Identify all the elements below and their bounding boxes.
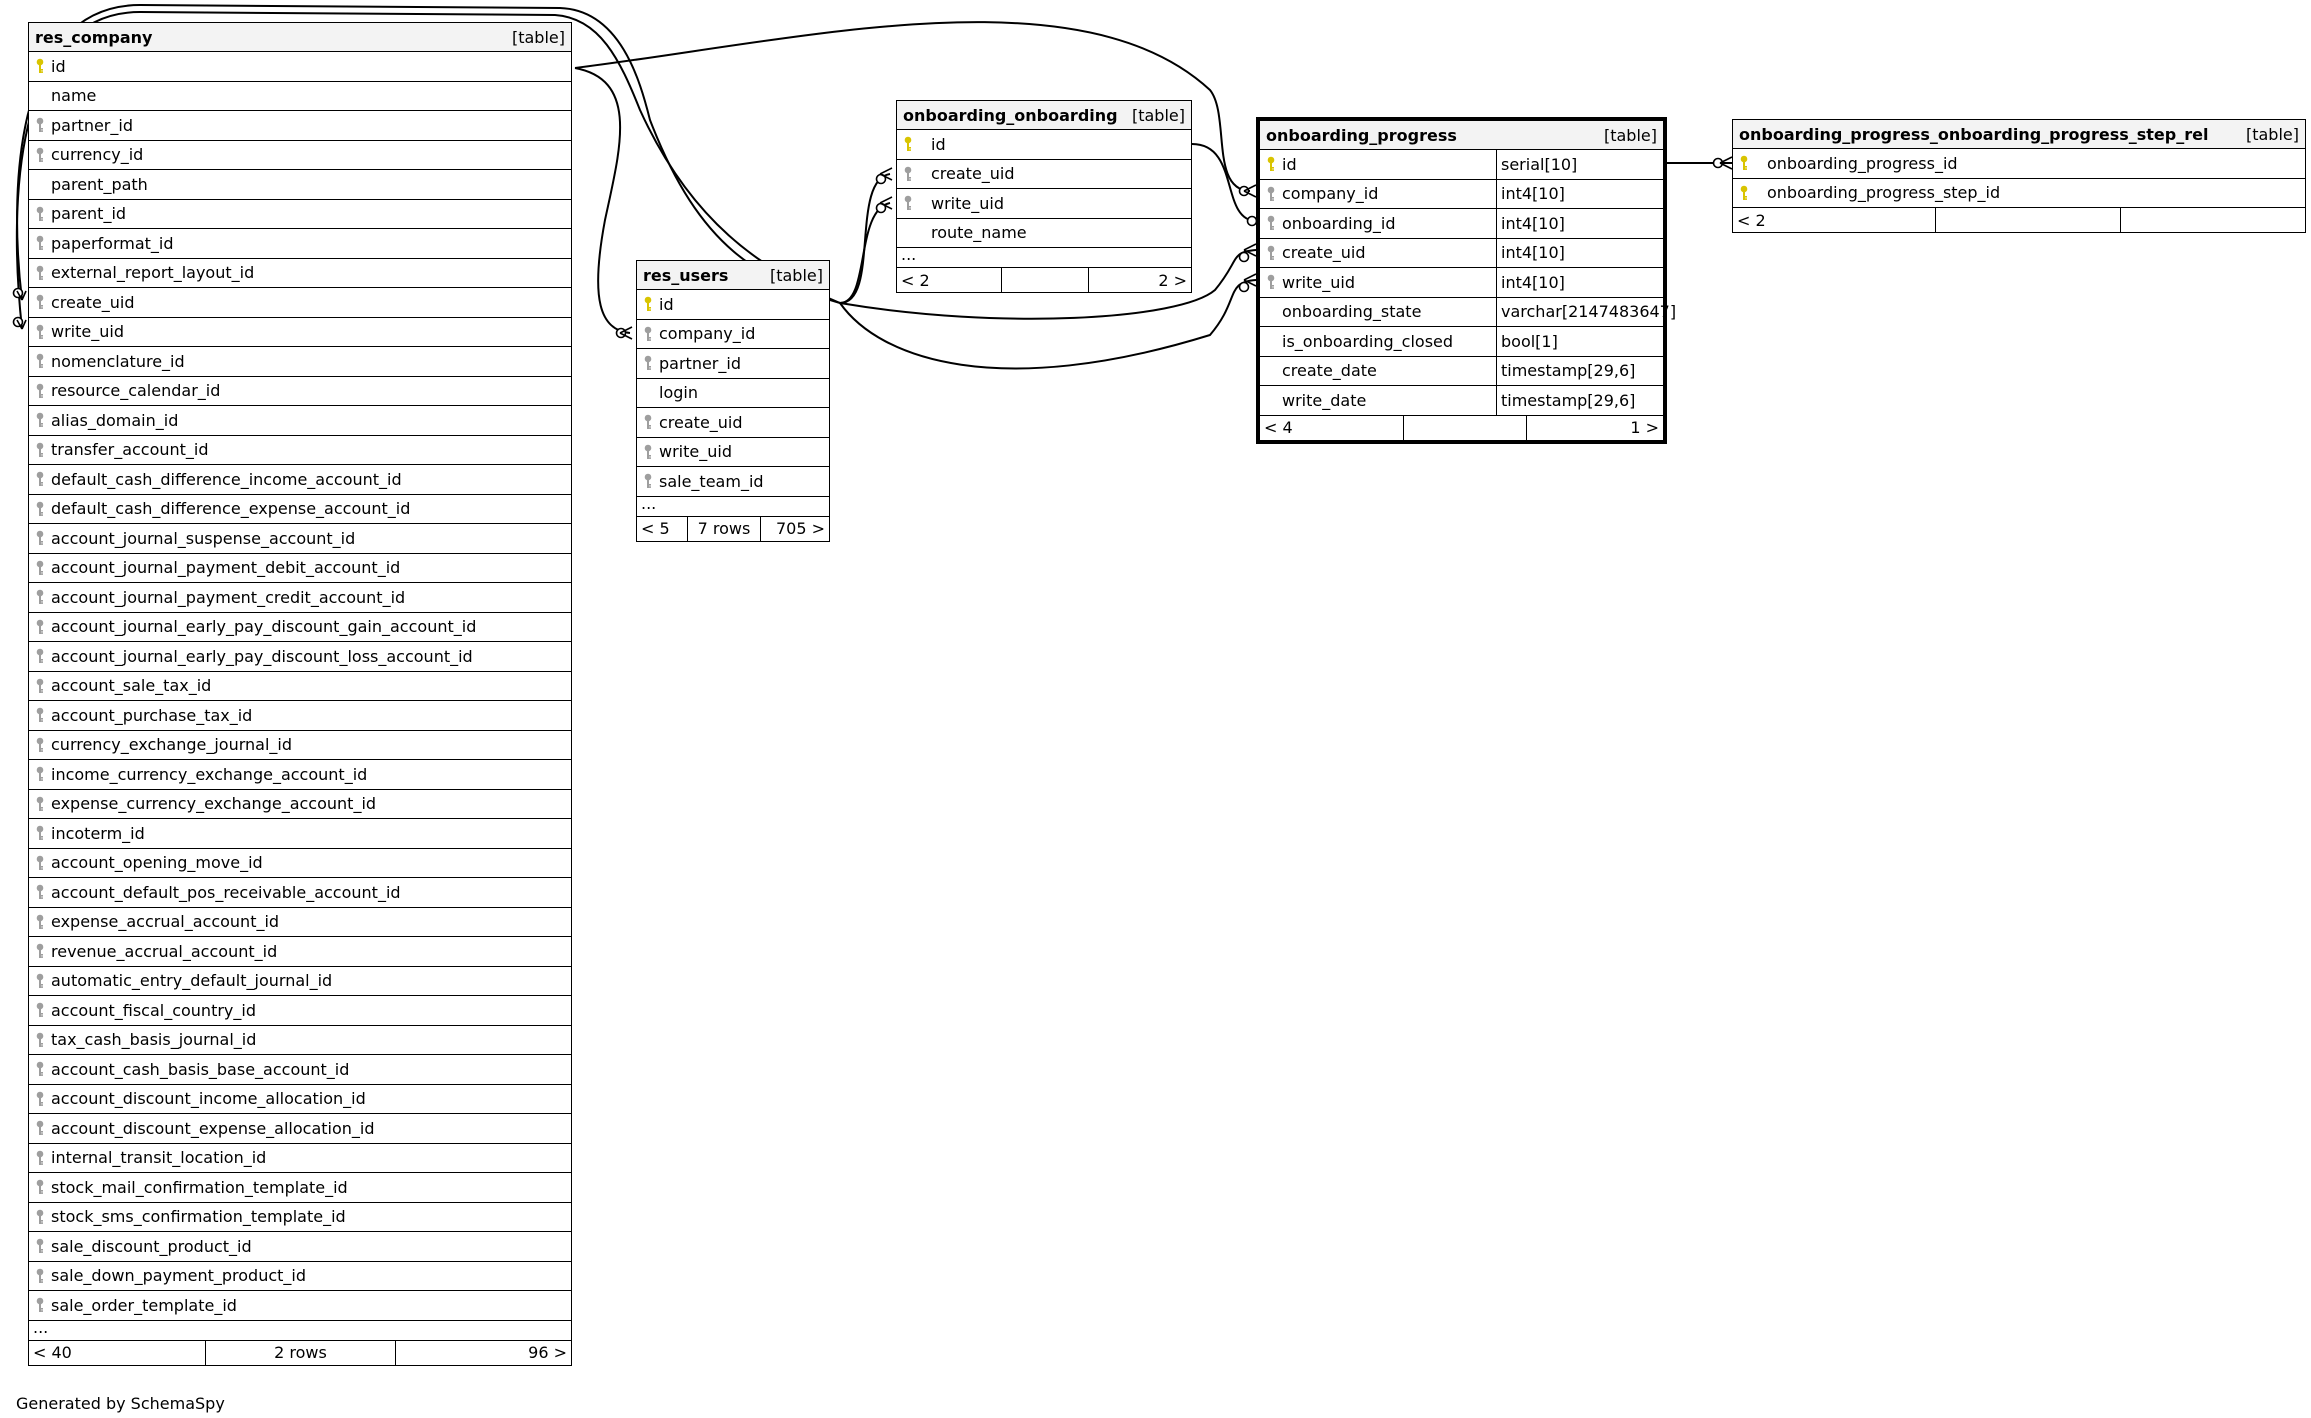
column-name: write_uid (51, 322, 124, 342)
foreign-key-icon (29, 235, 51, 251)
column-name: account_default_pos_receivable_account_id (51, 882, 401, 902)
column-name: write_uid (1282, 272, 1355, 292)
column-name: revenue_accrual_account_id (51, 941, 278, 961)
column-row[interactable] (29, 1085, 571, 1115)
table-kind: [table] (769, 265, 823, 285)
more-columns: ... (637, 497, 829, 517)
parents-count[interactable]: < 4 (1264, 418, 1293, 437)
row-count (1403, 416, 1526, 440)
column-name: create_uid (51, 292, 135, 312)
primary-key-icon (897, 136, 919, 152)
foreign-key-icon (29, 1061, 51, 1077)
column-row[interactable] (29, 200, 571, 230)
table-kind: [table] (511, 27, 565, 47)
foreign-key-icon (29, 530, 51, 546)
column-list (29, 52, 571, 1321)
column-row[interactable] (29, 701, 571, 731)
foreign-key-icon (29, 943, 51, 959)
table-header (29, 23, 571, 52)
column-name: stock_sms_confirmation_template_id (51, 1207, 346, 1227)
table-res-users[interactable] (636, 260, 830, 542)
column-name: account_journal_payment_debit_account_id (51, 558, 401, 578)
column-row[interactable] (1260, 357, 1663, 387)
foreign-key-icon (29, 294, 51, 310)
foreign-key-icon (29, 324, 51, 340)
column-row[interactable] (29, 259, 571, 289)
column-name: create_uid (931, 164, 1015, 184)
foreign-key-icon (29, 1179, 51, 1195)
foreign-key-icon (29, 737, 51, 753)
column-name: automatic_entry_default_journal_id (51, 971, 333, 991)
foreign-key-icon (29, 648, 51, 664)
column-row[interactable] (1260, 386, 1663, 416)
foreign-key-icon (29, 442, 51, 458)
column-name: account_discount_expense_allocation_id (51, 1118, 375, 1138)
foreign-key-icon (29, 589, 51, 605)
foreign-key-icon (29, 353, 51, 369)
column-row[interactable] (29, 1114, 571, 1144)
column-row[interactable] (29, 288, 571, 318)
column-name: default_cash_difference_expense_account_id (51, 499, 411, 519)
foreign-key-icon (29, 1091, 51, 1107)
column-row[interactable] (29, 141, 571, 171)
foreign-key-icon (637, 444, 659, 460)
foreign-key-icon (29, 383, 51, 399)
column-row[interactable] (29, 111, 571, 141)
column-row[interactable] (897, 130, 1191, 160)
column-row[interactable] (29, 170, 571, 200)
foreign-key-icon (29, 796, 51, 812)
table-footer (897, 268, 1191, 292)
column-name: create_uid (659, 412, 743, 432)
column-name: sale_order_template_id (51, 1295, 237, 1315)
column-row[interactable] (29, 82, 571, 112)
column-name: id (659, 294, 674, 314)
foreign-key-icon (29, 501, 51, 517)
row-count: 7 rows (687, 517, 760, 541)
column-row[interactable] (637, 349, 829, 379)
foreign-key-icon (637, 355, 659, 371)
column-row[interactable] (29, 436, 571, 466)
primary-key-icon (1733, 155, 1755, 171)
foreign-key-icon (29, 1120, 51, 1136)
generated-by-label: Generated by SchemaSpy (16, 1394, 225, 1413)
primary-key-icon (29, 58, 51, 74)
foreign-key-icon (29, 678, 51, 694)
column-name: name (51, 86, 97, 106)
column-name: create_uid (1282, 243, 1366, 263)
column-name: nomenclature_id (51, 351, 185, 371)
column-name: currency_id (51, 145, 144, 165)
foreign-key-icon (897, 166, 919, 182)
parents-count[interactable]: < 2 (901, 270, 930, 290)
table-header (1260, 121, 1663, 150)
column-row[interactable] (637, 438, 829, 468)
parents-count[interactable]: < 2 (1737, 210, 1766, 230)
column-name: is_onboarding_closed (1282, 331, 1454, 351)
column-name: sale_discount_product_id (51, 1236, 252, 1256)
column-name: account_opening_move_id (51, 853, 263, 873)
column-name: account_journal_payment_credit_account_id (51, 587, 406, 607)
table-onboarding-onboarding[interactable] (896, 100, 1192, 293)
children-count[interactable]: 1 > (1526, 416, 1663, 440)
column-row[interactable] (29, 908, 571, 938)
column-row[interactable] (637, 408, 829, 438)
column-name: login (659, 383, 698, 403)
foreign-key-icon (29, 1297, 51, 1313)
edge-progress-write-uid (840, 280, 1256, 368)
column-name: account_cash_basis_base_account_id (51, 1059, 350, 1079)
column-row[interactable] (29, 347, 571, 377)
foreign-key-icon (29, 855, 51, 871)
column-row[interactable] (1260, 298, 1677, 328)
column-row[interactable] (29, 996, 571, 1026)
column-row[interactable] (29, 465, 571, 495)
foreign-key-icon (29, 147, 51, 163)
column-name: write_uid (659, 442, 732, 462)
column-name: account_journal_suspense_account_id (51, 528, 356, 548)
foreign-key-icon (29, 1150, 51, 1166)
foreign-key-icon (897, 195, 919, 211)
column-row[interactable] (29, 1026, 571, 1056)
column-name: default_cash_difference_income_account_id (51, 469, 402, 489)
column-row[interactable] (29, 554, 571, 584)
row-count (1935, 208, 2120, 232)
column-row[interactable] (637, 467, 829, 497)
column-row[interactable] (29, 229, 571, 259)
column-row[interactable] (1260, 239, 1663, 269)
column-row[interactable] (29, 1203, 571, 1233)
foreign-key-icon (637, 473, 659, 489)
column-name: account_purchase_tax_id (51, 705, 253, 725)
column-type: serial[10] (1496, 150, 1663, 179)
column-row[interactable] (29, 878, 571, 908)
table-kind: [table] (2245, 124, 2299, 144)
column-row[interactable] (1733, 149, 2305, 179)
table-header (1733, 120, 2305, 149)
edge-onb-create-uid (840, 174, 890, 303)
children-count[interactable]: 2 > (1088, 268, 1191, 292)
edge-marker (1240, 253, 1249, 262)
column-type: int4[10] (1496, 239, 1663, 268)
column-row[interactable] (29, 1262, 571, 1292)
column-row[interactable] (29, 1291, 571, 1321)
foreign-key-icon (29, 914, 51, 930)
column-type: bool[1] (1496, 327, 1663, 356)
column-row[interactable] (29, 495, 571, 525)
table-res-company[interactable] (28, 22, 572, 1366)
column-row[interactable] (1260, 180, 1663, 210)
column-row[interactable] (29, 731, 571, 761)
foreign-key-icon (29, 1238, 51, 1254)
children-count[interactable]: 705 > (760, 517, 829, 541)
column-list (637, 290, 829, 497)
column-name: internal_transit_location_id (51, 1148, 267, 1168)
column-type: timestamp[29,6] (1496, 357, 1663, 386)
column-name: expense_currency_exchange_account_id (51, 794, 377, 814)
column-row[interactable] (1260, 209, 1663, 239)
column-row[interactable] (1733, 179, 2305, 209)
column-row[interactable] (29, 377, 571, 407)
column-row[interactable] (1260, 268, 1663, 298)
table-header (897, 101, 1191, 130)
column-row[interactable] (29, 406, 571, 436)
column-name: sale_team_id (659, 471, 764, 491)
foreign-key-icon (29, 1032, 51, 1048)
column-name: account_fiscal_country_id (51, 1000, 256, 1020)
column-row[interactable] (29, 583, 571, 613)
foreign-key-icon (29, 560, 51, 576)
children-count[interactable]: 96 > (395, 1341, 571, 1365)
column-row[interactable] (897, 219, 1191, 249)
foreign-key-icon (29, 265, 51, 281)
column-name: parent_id (51, 204, 127, 224)
table-kind: [table] (1603, 125, 1657, 145)
parents-count[interactable]: < 5 (641, 519, 670, 538)
edge-users-company-id (575, 68, 630, 333)
column-name: resource_calendar_id (51, 381, 221, 401)
column-name: onboarding_progress_step_id (1767, 183, 2001, 203)
parents-count[interactable]: < 40 (33, 1343, 72, 1362)
column-name: write_uid (931, 193, 1004, 213)
table-kind: [table] (1131, 105, 1185, 125)
table-name: onboarding_progress_onboarding_progress_step_rel (1739, 124, 2209, 144)
column-row[interactable] (29, 1055, 571, 1085)
column-row[interactable] (637, 379, 829, 409)
table-name: onboarding_progress (1266, 125, 1457, 145)
column-type: varchar[2147483647] (1496, 298, 1676, 327)
table-header (637, 261, 829, 290)
column-list (1260, 150, 1677, 416)
column-name: create_date (1282, 361, 1377, 381)
column-row[interactable] (637, 290, 829, 320)
children-count[interactable] (2120, 208, 2305, 232)
column-row[interactable] (29, 1173, 571, 1203)
column-name: onboarding_state (1282, 302, 1422, 322)
table-footer (1260, 416, 1663, 440)
column-name: partner_id (659, 353, 741, 373)
column-row[interactable] (29, 1232, 571, 1262)
column-name: id (51, 56, 66, 76)
foreign-key-icon (1260, 274, 1282, 290)
table-footer (1733, 208, 2305, 232)
column-row[interactable] (29, 1144, 571, 1174)
column-name: account_sale_tax_id (51, 676, 212, 696)
table-progress-step-rel[interactable] (1732, 119, 2306, 233)
primary-key-icon (1733, 185, 1755, 201)
foreign-key-icon (29, 471, 51, 487)
table-name: onboarding_onboarding (903, 105, 1118, 125)
foreign-key-icon (1260, 186, 1282, 202)
column-name: partner_id (51, 115, 133, 135)
column-list (897, 130, 1191, 248)
column-name: paperformat_id (51, 233, 174, 253)
column-type: timestamp[29,6] (1496, 386, 1663, 415)
foreign-key-icon (29, 117, 51, 133)
foreign-key-icon (29, 1002, 51, 1018)
column-row[interactable] (29, 318, 571, 348)
column-name: tax_cash_basis_journal_id (51, 1030, 257, 1050)
table-name: res_company (35, 27, 153, 47)
column-name: account_journal_early_pay_discount_gain_account_id (51, 617, 477, 637)
column-row[interactable] (637, 320, 829, 350)
column-row[interactable] (29, 790, 571, 820)
table-onboarding-progress[interactable] (1256, 117, 1677, 444)
column-row[interactable] (1260, 327, 1663, 357)
column-list (1733, 149, 2305, 208)
foreign-key-icon (29, 707, 51, 723)
table-footer (637, 517, 829, 541)
column-row[interactable] (29, 849, 571, 879)
column-name: id (931, 134, 946, 154)
foreign-key-icon (29, 412, 51, 428)
column-name: incoterm_id (51, 823, 145, 843)
foreign-key-icon (1260, 245, 1282, 261)
edge-onb-write-uid (840, 203, 890, 303)
column-row[interactable] (897, 189, 1191, 219)
column-row[interactable] (29, 524, 571, 554)
foreign-key-icon (29, 1268, 51, 1284)
table-footer (29, 1341, 571, 1365)
column-row[interactable] (29, 672, 571, 702)
table-name: res_users (643, 265, 729, 285)
column-name: account_discount_income_allocation_id (51, 1089, 366, 1109)
primary-key-icon (1260, 156, 1282, 172)
foreign-key-icon (637, 414, 659, 430)
column-type: int4[10] (1496, 268, 1663, 297)
row-count: 2 rows (205, 1341, 395, 1365)
more-columns: ... (897, 248, 1191, 268)
column-row[interactable] (29, 967, 571, 997)
foreign-key-icon (29, 206, 51, 222)
more-columns: ... (29, 1321, 571, 1341)
column-name: company_id (659, 324, 756, 344)
column-name: id (1282, 154, 1297, 174)
foreign-key-icon (29, 825, 51, 841)
foreign-key-icon (1260, 215, 1282, 231)
column-row[interactable] (29, 642, 571, 672)
row-count (1001, 268, 1088, 292)
column-row[interactable] (29, 760, 571, 790)
column-row[interactable] (1260, 150, 1663, 180)
column-name: expense_accrual_account_id (51, 912, 280, 932)
foreign-key-icon (29, 619, 51, 635)
column-name: route_name (931, 223, 1027, 243)
column-name: sale_down_payment_product_id (51, 1266, 307, 1286)
column-name: alias_domain_id (51, 410, 179, 430)
foreign-key-icon (29, 1209, 51, 1225)
column-name: currency_exchange_journal_id (51, 735, 293, 755)
column-name: onboarding_id (1282, 213, 1396, 233)
column-name: income_currency_exchange_account_id (51, 764, 368, 784)
primary-key-icon (637, 296, 659, 312)
column-row[interactable] (29, 613, 571, 643)
foreign-key-icon (29, 884, 51, 900)
column-type: int4[10] (1496, 209, 1663, 238)
foreign-key-icon (637, 326, 659, 342)
column-name: parent_path (51, 174, 148, 194)
column-type: int4[10] (1496, 180, 1663, 209)
column-row[interactable] (29, 52, 571, 82)
column-name: write_date (1282, 390, 1367, 410)
column-name: company_id (1282, 184, 1379, 204)
column-name: onboarding_progress_id (1767, 153, 1958, 173)
column-name: stock_mail_confirmation_template_id (51, 1177, 348, 1197)
column-name: transfer_account_id (51, 440, 209, 460)
edge-marker (1240, 283, 1249, 292)
foreign-key-icon (29, 973, 51, 989)
column-row[interactable] (29, 937, 571, 967)
column-row[interactable] (897, 160, 1191, 190)
foreign-key-icon (29, 766, 51, 782)
column-row[interactable] (29, 819, 571, 849)
column-name: account_journal_early_pay_discount_loss_account_id (51, 646, 473, 666)
column-name: external_report_layout_id (51, 263, 255, 283)
